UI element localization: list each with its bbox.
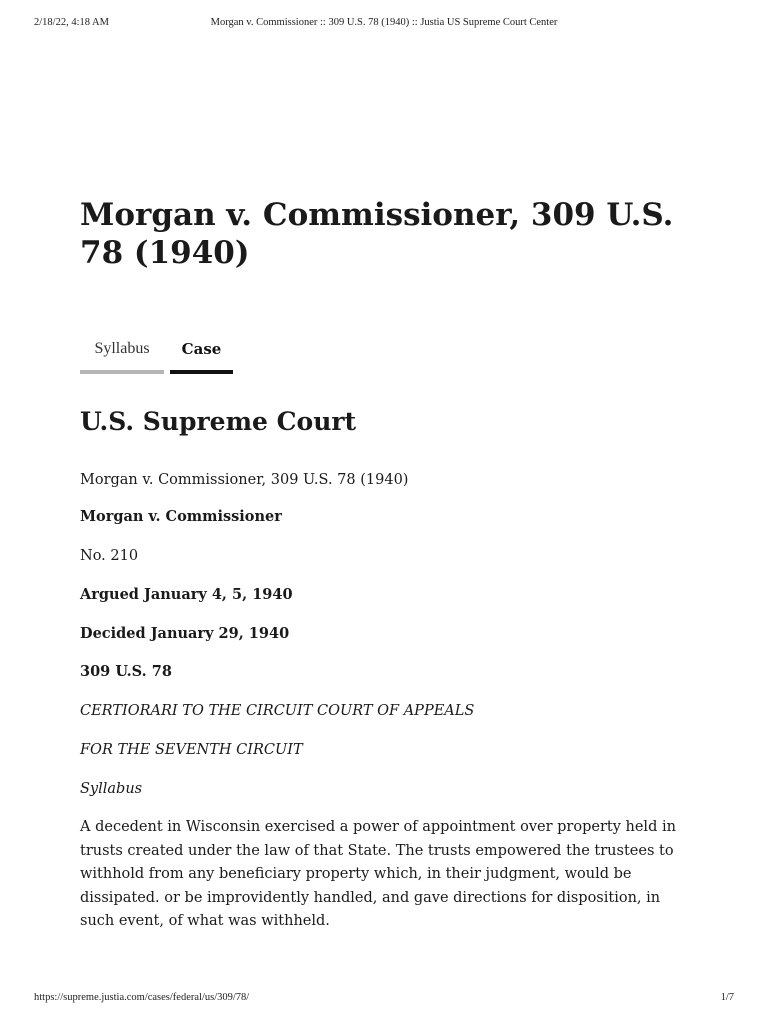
print-header <box>34 17 734 31</box>
print-date: 2/18/22, 4:18 AM <box>34 17 109 28</box>
page-title: Morgan v. Commissioner, 309 U.S. 78 (1940) <box>80 197 674 271</box>
certiorari-line-1: CERTIORARI TO THE CIRCUIT COURT OF APPEALS <box>80 703 475 719</box>
case-short-name: Morgan v. Commissioner <box>80 508 282 525</box>
docket-number: No. 210 <box>80 548 139 564</box>
print-page-title: Morgan v. Commissioner :: 309 U.S. 78 (1940) :: Justia US Supreme Court Center <box>210 17 558 28</box>
page-number: 1/7 <box>720 992 734 1003</box>
tab-syllabus[interactable]: Syllabus <box>80 336 164 374</box>
certiorari-line-2: FOR THE SEVENTH CIRCUIT <box>80 742 303 758</box>
syllabus-paragraph: A decedent in Wisconsin exercised a power of appointment over property held in trusts created under the law of that State. The trusts empowered the trustees to withhold from any beneficiary property which, in their judgment, would be dissipated. or be improvidently handled, and gave directions for disposition, in such event, of what was withheld. <box>80 819 676 929</box>
tab-bar <box>80 336 380 372</box>
print-footer <box>34 992 734 1006</box>
reporter-citation: 309 U.S. 78 <box>80 663 172 680</box>
syllabus-heading: Syllabus <box>80 781 143 797</box>
tab-case[interactable]: Case <box>170 336 233 374</box>
main-content <box>80 196 700 929</box>
decided-date: Decided January 29, 1940 <box>80 625 290 642</box>
print-url: https://supreme.justia.com/cases/federal/us/309/78/ <box>34 992 250 1003</box>
court-heading: U.S. Supreme Court <box>80 407 357 436</box>
argued-date: Argued January 4, 5, 1940 <box>80 586 293 603</box>
citation-line: Morgan v. Commissioner, 309 U.S. 78 (1940) <box>80 472 409 488</box>
